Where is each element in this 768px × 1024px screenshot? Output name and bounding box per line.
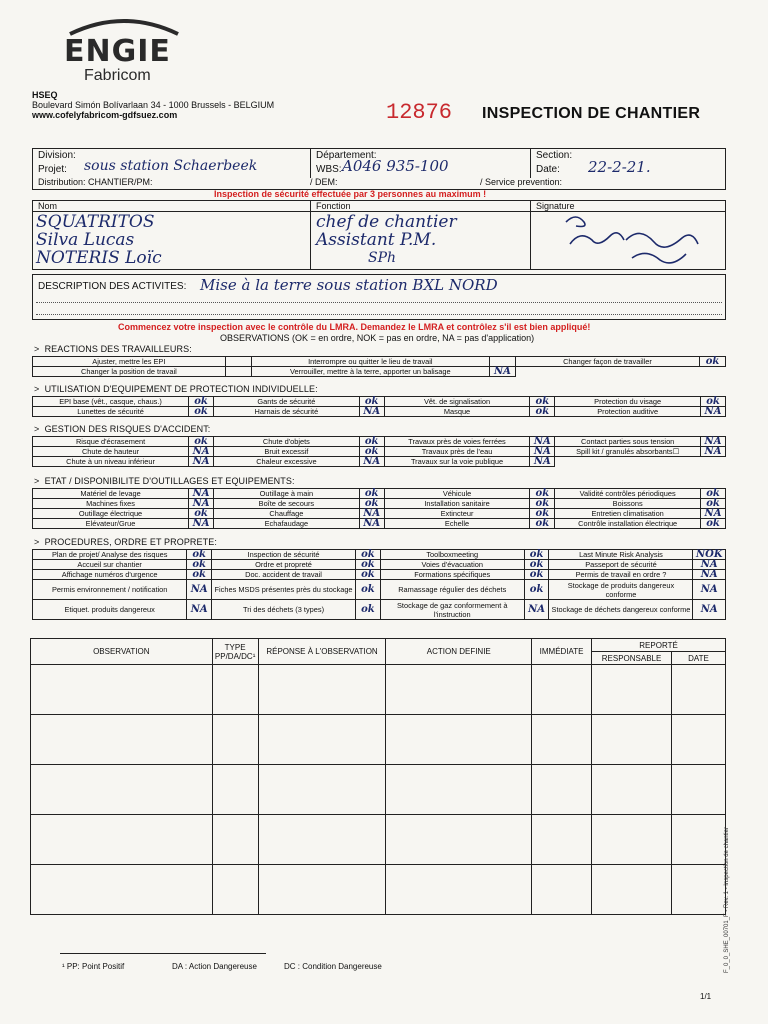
item-mark[interactable]: NA bbox=[359, 519, 384, 529]
section-title-text: ETAT / DISPONIBILITE D'OUTILLAGES ET EQUIPEMENTS: bbox=[44, 476, 295, 486]
item-label: Vêt. de signalisation bbox=[384, 397, 530, 407]
person-name[interactable]: Silva Lucas bbox=[36, 230, 135, 250]
org-label: HSEQ bbox=[32, 90, 58, 100]
item-mark[interactable]: NA bbox=[189, 519, 214, 529]
item-label: Chaleur excessive bbox=[214, 457, 360, 467]
outillages-table bbox=[32, 488, 726, 529]
item-label: Chauffage bbox=[214, 509, 360, 519]
item-mark[interactable]: ok bbox=[701, 489, 726, 499]
item-label: Echafaudage bbox=[214, 519, 360, 529]
item-mark[interactable]: ok bbox=[524, 560, 549, 570]
item-mark[interactable]: NA bbox=[530, 437, 555, 447]
empty-cell[interactable] bbox=[672, 715, 726, 765]
item-mark[interactable]: ok bbox=[701, 519, 726, 529]
item-mark bbox=[700, 367, 726, 377]
item-label: Toolboxmeeting bbox=[380, 550, 524, 560]
page-title: INSPECTION DE CHANTIER bbox=[482, 105, 701, 122]
item-label: Protection du visage bbox=[555, 397, 701, 407]
empty-cell[interactable] bbox=[386, 665, 532, 715]
item-label: Risque d'écrasement bbox=[33, 437, 189, 447]
empty-cell[interactable] bbox=[672, 765, 726, 815]
observation-row bbox=[31, 815, 726, 865]
empty-cell[interactable] bbox=[258, 665, 386, 715]
item-mark[interactable]: ok bbox=[189, 509, 214, 519]
page-number: 1/1 bbox=[700, 992, 712, 1001]
item-mark[interactable]: NA bbox=[524, 600, 549, 620]
observation-row bbox=[31, 865, 726, 915]
item-label: Chute d'objets bbox=[214, 437, 360, 447]
item-label: Changer la position de travail bbox=[33, 367, 226, 377]
item-label: Passeport de sécurité bbox=[549, 560, 693, 570]
item-mark[interactable]: ok bbox=[187, 560, 212, 570]
observation-row bbox=[31, 765, 726, 815]
item-label: Stockage de produits dangereux conforme bbox=[549, 580, 693, 600]
item-label: Affichage numéros d'urgence bbox=[33, 570, 187, 580]
item-mark[interactable]: NOK bbox=[693, 550, 726, 560]
address: Boulevard Simón Bolívarlaan 34 - 1000 Brussels - BELGIUM bbox=[32, 100, 275, 110]
activities-value[interactable]: Mise à la terre sous station BXL NORD bbox=[200, 276, 498, 294]
reactions-table bbox=[32, 356, 726, 377]
item-mark[interactable]: NA bbox=[189, 457, 214, 467]
item-mark[interactable]: NA bbox=[701, 447, 726, 457]
section-title-text: REACTIONS DES TRAVAILLEURS: bbox=[44, 344, 192, 354]
item-mark[interactable]: ok bbox=[187, 570, 212, 580]
item-label: Interrompre ou quitter le lieu de travail bbox=[251, 357, 489, 367]
section-label: Section: bbox=[536, 150, 573, 161]
item-mark[interactable]: ok bbox=[359, 397, 384, 407]
col-date: DATE bbox=[672, 652, 726, 665]
website: www.cofelyfabricom-gdfsuez.com bbox=[32, 110, 178, 120]
item-label: Masque bbox=[384, 407, 530, 417]
item-label: Chute à un niveau inférieur bbox=[33, 457, 189, 467]
empty-cell[interactable] bbox=[532, 715, 592, 765]
item-label: Bruit excessif bbox=[214, 447, 360, 457]
empty-cell[interactable] bbox=[592, 815, 672, 865]
item-label: Travaux sur la voie publique bbox=[384, 457, 530, 467]
item-mark[interactable]: ok bbox=[189, 397, 214, 407]
person-function[interactable]: Assistant P.M. bbox=[316, 230, 437, 250]
empty-cell[interactable] bbox=[592, 765, 672, 815]
wbs-label: WBS: bbox=[316, 164, 342, 175]
item-mark[interactable]: NA bbox=[693, 570, 726, 580]
person-function[interactable]: chef de chantier bbox=[316, 212, 457, 232]
section-title-text: GESTION DES RISQUES D'ACCIDENT: bbox=[44, 424, 211, 434]
item-mark[interactable]: NA bbox=[359, 407, 384, 417]
item-label: Validité contrôles périodiques bbox=[555, 489, 701, 499]
empty-cell[interactable] bbox=[31, 815, 213, 865]
item-mark[interactable]: NA bbox=[187, 600, 212, 620]
item-label: Verrouiller, mettre à la terre, apporter un balisage bbox=[251, 367, 489, 377]
item-mark[interactable]: ok bbox=[189, 437, 214, 447]
empty-cell[interactable] bbox=[258, 815, 386, 865]
item-mark[interactable]: ok bbox=[530, 397, 555, 407]
item-label: Ramassage régulier des déchets bbox=[380, 580, 524, 600]
item-mark[interactable]: ok bbox=[530, 499, 555, 509]
projet-value[interactable]: sous station Schaerbeek bbox=[84, 158, 258, 174]
empty-cell[interactable] bbox=[258, 765, 386, 815]
item-label: Travaux près de l'eau bbox=[384, 447, 530, 457]
item-mark[interactable]: NA bbox=[189, 489, 214, 499]
empty-cell[interactable] bbox=[592, 665, 672, 715]
empty-cell[interactable] bbox=[31, 715, 213, 765]
item-label: Permis de travail en ordre ? bbox=[549, 570, 693, 580]
item-mark bbox=[701, 457, 726, 467]
signature-label: Signature bbox=[536, 201, 575, 211]
item-mark[interactable]: NA bbox=[693, 560, 726, 570]
empty-cell[interactable] bbox=[532, 865, 592, 915]
item-label: Echelle bbox=[384, 519, 530, 529]
engie-logo bbox=[58, 14, 188, 84]
observation-row bbox=[31, 715, 726, 765]
date-value[interactable]: 22-2-21. bbox=[588, 158, 651, 176]
item-mark[interactable]: ok bbox=[701, 499, 726, 509]
item-label: Last Minute Risk Analysis bbox=[549, 550, 693, 560]
epi-table bbox=[32, 396, 726, 417]
section-procedures-title: > PROCEDURES, ORDRE ET PROPRETE: bbox=[34, 537, 217, 547]
col-reporte: REPORTÉ bbox=[592, 639, 726, 652]
item-mark[interactable]: ok bbox=[356, 560, 381, 570]
dem-label: / DEM: bbox=[310, 177, 338, 187]
item-label: Boissons bbox=[555, 499, 701, 509]
item-mark[interactable]: NA bbox=[187, 580, 212, 600]
item-mark[interactable]: NA bbox=[489, 367, 515, 377]
item-mark[interactable]: ok bbox=[530, 407, 555, 417]
empty-cell[interactable] bbox=[212, 765, 258, 815]
item-label: Inspection de sécurité bbox=[212, 550, 356, 560]
section-reactions-title: > REACTIONS DES TRAVAILLEURS: bbox=[34, 344, 192, 354]
item-mark[interactable]: NA bbox=[693, 580, 726, 600]
empty-cell[interactable] bbox=[386, 715, 532, 765]
item-mark[interactable]: ok bbox=[530, 489, 555, 499]
section-outillages-title: > ETAT / DISPONIBILITE D'OUTILLAGES ET EQUIPEMENTS: bbox=[34, 476, 295, 486]
empty-cell[interactable] bbox=[212, 865, 258, 915]
lmra-notice: Commencez votre inspection avec le contrôle du LMRA. Demandez le LMRA et contrôlez s'il est bien appliqué! bbox=[118, 322, 591, 332]
empty-cell[interactable] bbox=[386, 815, 532, 865]
empty-cell[interactable] bbox=[212, 815, 258, 865]
item-label: Doc. accident de travail bbox=[212, 570, 356, 580]
item-label: Outillage électrique bbox=[33, 509, 189, 519]
item-mark[interactable]: NA bbox=[701, 437, 726, 447]
item-label: Formations spécifiques bbox=[380, 570, 524, 580]
empty-cell[interactable] bbox=[532, 665, 592, 715]
item-label: Contact parties sous tension bbox=[555, 437, 701, 447]
section-risques-title: > GESTION DES RISQUES D'ACCIDENT: bbox=[34, 424, 211, 434]
item-label: Harnais de sécurité bbox=[214, 407, 360, 417]
item-label: Extincteur bbox=[384, 509, 530, 519]
item-mark[interactable]: ok bbox=[356, 550, 381, 560]
item-label: Protection auditive bbox=[555, 407, 701, 417]
item-mark[interactable]: NA bbox=[189, 499, 214, 509]
item-label: Ordre et propreté bbox=[212, 560, 356, 570]
person-function[interactable]: SPh bbox=[368, 250, 397, 266]
risques-table bbox=[32, 436, 726, 467]
item-label: Ajuster, mettre les EPI bbox=[33, 357, 226, 367]
procedures-table bbox=[32, 549, 726, 620]
dotted-line bbox=[36, 314, 722, 315]
footnote-da: DA : Action Dangereuse bbox=[172, 962, 257, 971]
item-mark[interactable]: ok bbox=[524, 570, 549, 580]
observation-table bbox=[30, 638, 726, 915]
item-mark[interactable]: NA bbox=[701, 407, 726, 417]
division-label: Division: bbox=[38, 150, 76, 161]
item-label: Etiquet. produits dangereux bbox=[33, 600, 187, 620]
item-label: Entretien climatisation bbox=[555, 509, 701, 519]
empty-cell[interactable] bbox=[31, 665, 213, 715]
col-observation: OBSERVATION bbox=[31, 639, 213, 665]
item-label: EPI base (vêt., casque, chaus.) bbox=[33, 397, 189, 407]
section-title-text: PROCEDURES, ORDRE ET PROPRETE: bbox=[44, 537, 217, 547]
side-document-code: F_0_0_SHE_00701_F - Rev. 1 - Inspection de chantier bbox=[724, 827, 730, 973]
item-label: Chute de hauteur bbox=[33, 447, 189, 457]
item-label: Changer façon de travailler bbox=[515, 357, 699, 367]
footnote-pp: ¹ PP: Point Positif bbox=[62, 962, 125, 971]
sub-brand: Fabricom bbox=[84, 67, 151, 84]
item-label: Installation sanitaire bbox=[384, 499, 530, 509]
item-label: Elévateur/Grue bbox=[33, 519, 189, 529]
document-number: 12876 bbox=[386, 100, 453, 125]
item-label: Outillage à main bbox=[214, 489, 360, 499]
info-divider-2 bbox=[530, 148, 531, 178]
item-mark[interactable] bbox=[225, 357, 251, 367]
item-mark[interactable]: ok bbox=[530, 519, 555, 529]
item-mark[interactable]: NA bbox=[693, 600, 726, 620]
empty-cell[interactable] bbox=[386, 765, 532, 815]
footnote-dc: DC : Condition Dangereuse bbox=[284, 962, 382, 971]
item-label: Contrôle installation électrique bbox=[555, 519, 701, 529]
empty-cell[interactable] bbox=[258, 865, 386, 915]
item-label: Stockage de gaz conformement à l'instruction bbox=[380, 600, 524, 620]
item-label bbox=[515, 367, 699, 377]
info-divider-1 bbox=[310, 148, 311, 178]
item-mark[interactable]: NA bbox=[530, 457, 555, 467]
empty-cell[interactable] bbox=[386, 865, 532, 915]
item-mark[interactable]: ok bbox=[700, 357, 726, 367]
section-epi-title: > UTILISATION D'EQUIPEMENT DE PROTECTION INDIVIDUELLE: bbox=[34, 384, 318, 394]
item-mark[interactable]: ok bbox=[359, 489, 384, 499]
empty-cell[interactable] bbox=[31, 765, 213, 815]
item-label: Plan de projet/ Analyse des risques bbox=[33, 550, 187, 560]
item-mark[interactable]: ok bbox=[524, 550, 549, 560]
col-responsable: RESPONSABLE bbox=[592, 652, 672, 665]
item-label: Lunettes de sécurité bbox=[33, 407, 189, 417]
item-label: Accueil sur chantier bbox=[33, 560, 187, 570]
empty-cell[interactable] bbox=[31, 865, 213, 915]
empty-cell[interactable] bbox=[592, 715, 672, 765]
wbs-value[interactable]: A046 935-100 bbox=[342, 157, 449, 175]
col-action: ACTION DEFINIE bbox=[386, 639, 532, 665]
item-label bbox=[555, 457, 701, 467]
empty-cell[interactable] bbox=[212, 715, 258, 765]
empty-cell[interactable] bbox=[532, 815, 592, 865]
item-mark[interactable]: ok bbox=[189, 407, 214, 417]
observations-legend: OBSERVATIONS (OK = en ordre, NOK = pas en ordre, NA = pas d'application) bbox=[220, 333, 535, 343]
projet-label: Projet: bbox=[38, 164, 67, 175]
item-label: Travaux près de voies ferrées bbox=[384, 437, 530, 447]
item-mark[interactable]: ok bbox=[356, 580, 381, 600]
item-label: Voies d'évacuation bbox=[380, 560, 524, 570]
date-label: Date: bbox=[536, 164, 560, 175]
item-mark[interactable]: ok bbox=[356, 570, 381, 580]
inspection-notice: Inspection de sécurité effectuée par 3 personnes au maximum ! bbox=[214, 189, 487, 199]
item-mark[interactable]: ok bbox=[530, 509, 555, 519]
observation-row bbox=[31, 665, 726, 715]
empty-cell[interactable] bbox=[672, 665, 726, 715]
service-label: / Service prevention: bbox=[480, 177, 563, 187]
brand-name: ENGIE bbox=[64, 34, 171, 69]
item-mark[interactable]: ok bbox=[359, 499, 384, 509]
item-label: Stockage de déchets dangereux conforme bbox=[549, 600, 693, 620]
item-mark[interactable]: NA bbox=[530, 447, 555, 457]
item-label: Gants de sécurité bbox=[214, 397, 360, 407]
item-mark[interactable]: ok bbox=[187, 550, 212, 560]
item-mark[interactable] bbox=[489, 357, 515, 367]
person-name[interactable]: SQUATRITOS bbox=[36, 212, 155, 232]
logo-arc-icon bbox=[64, 14, 184, 36]
col-type: TYPE PP/DA/DC¹ bbox=[212, 639, 258, 665]
empty-cell[interactable] bbox=[672, 815, 726, 865]
item-mark[interactable]: ok bbox=[524, 580, 549, 600]
signatures-icon bbox=[536, 210, 716, 268]
person-name[interactable]: NOTERIS Loïc bbox=[36, 248, 162, 268]
activities-label: DESCRIPTION DES ACTIVITES: bbox=[38, 281, 187, 292]
section-title-text: UTILISATION D'EQUIPEMENT DE PROTECTION INDIVIDUELLE: bbox=[44, 384, 318, 394]
item-mark[interactable]: ok bbox=[701, 397, 726, 407]
empty-cell[interactable] bbox=[258, 715, 386, 765]
dotted-line bbox=[36, 302, 722, 303]
item-mark[interactable]: ok bbox=[359, 437, 384, 447]
item-label: Machines fixes bbox=[33, 499, 189, 509]
col-immediate: IMMÉDIATE bbox=[532, 639, 592, 665]
item-label: Véhicule bbox=[384, 489, 530, 499]
footnote-rule bbox=[60, 953, 266, 954]
empty-cell[interactable] bbox=[212, 665, 258, 715]
item-label: Matériel de levage bbox=[33, 489, 189, 499]
item-label: Permis environnement / notification bbox=[33, 580, 187, 600]
item-mark[interactable]: NA bbox=[701, 509, 726, 519]
item-mark[interactable]: ok bbox=[359, 447, 384, 457]
item-mark[interactable]: ok bbox=[356, 600, 381, 620]
item-label: Spill kit / granulés absorbants☐ bbox=[555, 447, 701, 457]
item-mark[interactable] bbox=[225, 367, 251, 377]
empty-cell[interactable] bbox=[672, 865, 726, 915]
fonction-label: Fonction bbox=[316, 201, 351, 211]
item-label: Tri des déchets (3 types) bbox=[212, 600, 356, 620]
item-mark[interactable]: NA bbox=[189, 447, 214, 457]
nom-label: Nom bbox=[38, 201, 58, 211]
empty-cell[interactable] bbox=[532, 765, 592, 815]
item-mark[interactable]: NA bbox=[359, 509, 384, 519]
empty-cell[interactable] bbox=[592, 865, 672, 915]
distribution-label: Distribution: CHANTIER/PM: bbox=[38, 177, 153, 187]
item-mark[interactable]: NA bbox=[359, 457, 384, 467]
departement-label: Département: bbox=[316, 150, 377, 161]
col-reponse: RÉPONSE À L'OBSERVATION bbox=[258, 639, 386, 665]
item-label: Boîte de secours bbox=[214, 499, 360, 509]
item-label: Fiches MSDS présentes près du stockage bbox=[212, 580, 356, 600]
